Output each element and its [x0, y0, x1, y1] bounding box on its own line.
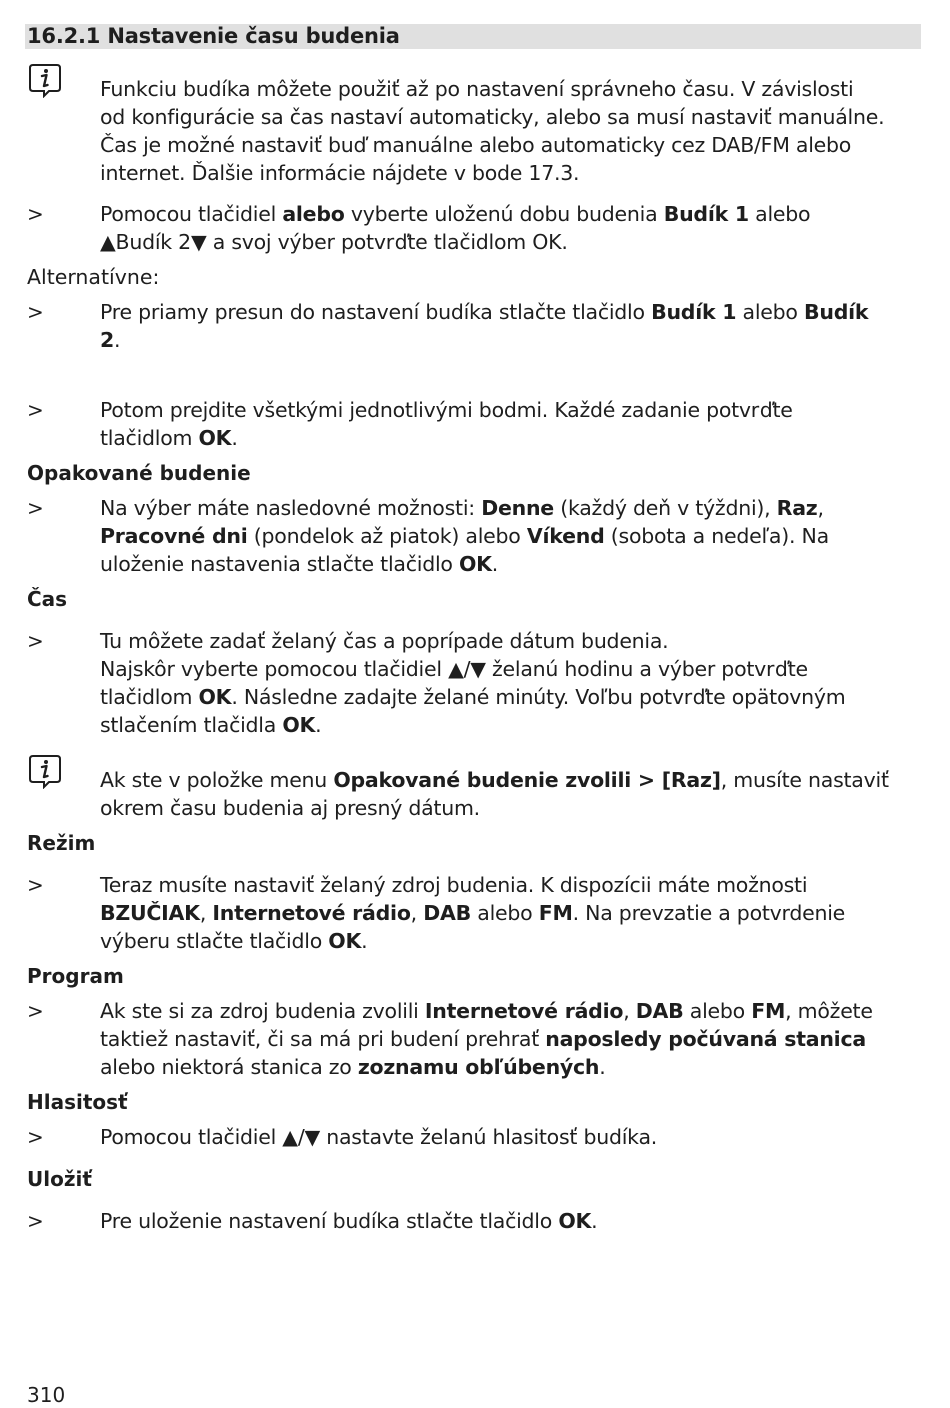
text-line: stlačením tlačidla OK. — [100, 713, 322, 737]
alternative-label: Alternatívne: — [27, 265, 160, 289]
text-line: alebo niektorá stanica zo zoznamu obľúbených. — [100, 1055, 606, 1079]
info-icon — [27, 753, 63, 789]
bullet-marker: > — [27, 873, 44, 897]
program-text — [100, 997, 930, 1081]
text-line: Funkciu budíka môžete použiť až po nastavení správneho času. V závislosti — [100, 77, 854, 101]
text-line: Pre uloženie nastavení budíka stlačte tlačidlo OK. — [100, 1209, 598, 1233]
bullet-marker: > — [27, 496, 44, 520]
mode-text — [100, 871, 930, 955]
info-text-time-setup — [100, 75, 930, 187]
heading-mode: Režim — [27, 831, 96, 855]
repeat-text — [100, 494, 930, 578]
bullet-marker: > — [27, 398, 44, 422]
bullet-marker: > — [27, 629, 44, 653]
page-number: 310 — [27, 1383, 66, 1407]
text-line: ▲Budík 2▼ a svoj výber potvrďte tlačidlom OK. — [100, 230, 568, 254]
step-go-through — [100, 396, 930, 452]
heading-program: Program — [27, 964, 124, 988]
text-line: internet. Ďalšie informácie nájdete v bode 17.3. — [100, 161, 580, 185]
text-line: 2. — [100, 328, 121, 352]
bullet-marker: > — [27, 999, 44, 1023]
step-select-alarm — [100, 200, 930, 256]
text-line: Čas je možné nastaviť buď manuálne alebo automaticky cez DAB/FM alebo — [100, 133, 852, 157]
text-line: okrem času budenia aj presný dátum. — [100, 796, 480, 820]
text-line: Ak ste v položke menu Opakované budenie zvolili > [Raz], musíte nastaviť — [100, 768, 889, 792]
text-line: výberu stlačte tlačidlo OK. — [100, 929, 368, 953]
bullet-marker: > — [27, 1125, 44, 1149]
text-line: od konfigurácie sa čas nastaví automaticky, alebo sa musí nastaviť manuálne. — [100, 105, 885, 129]
text-line: Na výber máte nasledovné možnosti: Denne (každý deň v týždni), Raz, — [100, 496, 824, 520]
save-text — [100, 1207, 930, 1235]
text-line: Ak ste si za zdroj budenia zvolili Internetové rádio, DAB alebo FM, môžete — [100, 999, 873, 1023]
volume-text — [100, 1123, 930, 1151]
text-line: Pre priamy presun do nastavení budíka stlačte tlačidlo Budík 1 alebo Budík — [100, 300, 869, 324]
text-line: Pomocou tlačidiel ▲/▼ nastavte želanú hlasitosť budíka. — [100, 1125, 658, 1149]
text-line: Pracovné dni (pondelok až piatok) alebo Víkend (sobota a nedeľa). Na — [100, 524, 829, 548]
heading-volume: Hlasitosť — [27, 1090, 128, 1114]
bullet-marker: > — [27, 300, 44, 324]
info-icon — [27, 62, 63, 98]
text-line: tlačidlom OK. — [100, 426, 238, 450]
text-line: Potom prejdite všetkými jednotlivými bodmi. Každé zadanie potvrďte — [100, 398, 793, 422]
text-line: BZUČIAK, Internetové rádio, DAB alebo FM. Na prevzatie a potvrdenie — [100, 901, 846, 925]
bullet-marker: > — [27, 202, 44, 226]
step-direct-alarm — [100, 298, 930, 354]
text-line: Tu môžete zadať želaný čas a poprípade dátum budenia. — [100, 629, 669, 653]
text-line: tlačidlom OK. Následne zadajte želané minúty. Voľbu potvrďte opätovným — [100, 685, 846, 709]
text-line: uloženie nastavenia stlačte tlačidlo OK. — [100, 552, 499, 576]
text-line: Najskôr vyberte pomocou tlačidiel ▲/▼ želanú hodinu a výber potvrďte — [100, 657, 808, 681]
section-title: 16.2.1 Nastavenie času budenia — [25, 24, 921, 49]
info-text-date — [100, 766, 930, 822]
heading-save: Uložiť — [27, 1167, 92, 1191]
time-text — [100, 627, 930, 739]
text-line: Teraz musíte nastaviť želaný zdroj budenia. K dispozícii máte možnosti — [100, 873, 808, 897]
bullet-marker: > — [27, 1209, 44, 1233]
text-line: Pomocou tlačidiel alebo vyberte uloženú dobu budenia Budík 1 alebo — [100, 202, 811, 226]
heading-time: Čas — [27, 587, 68, 611]
heading-repeat: Opakované budenie — [27, 461, 251, 485]
text-line: taktiež nastaviť, či sa má pri budení prehrať naposledy počúvaná stanica — [100, 1027, 866, 1051]
